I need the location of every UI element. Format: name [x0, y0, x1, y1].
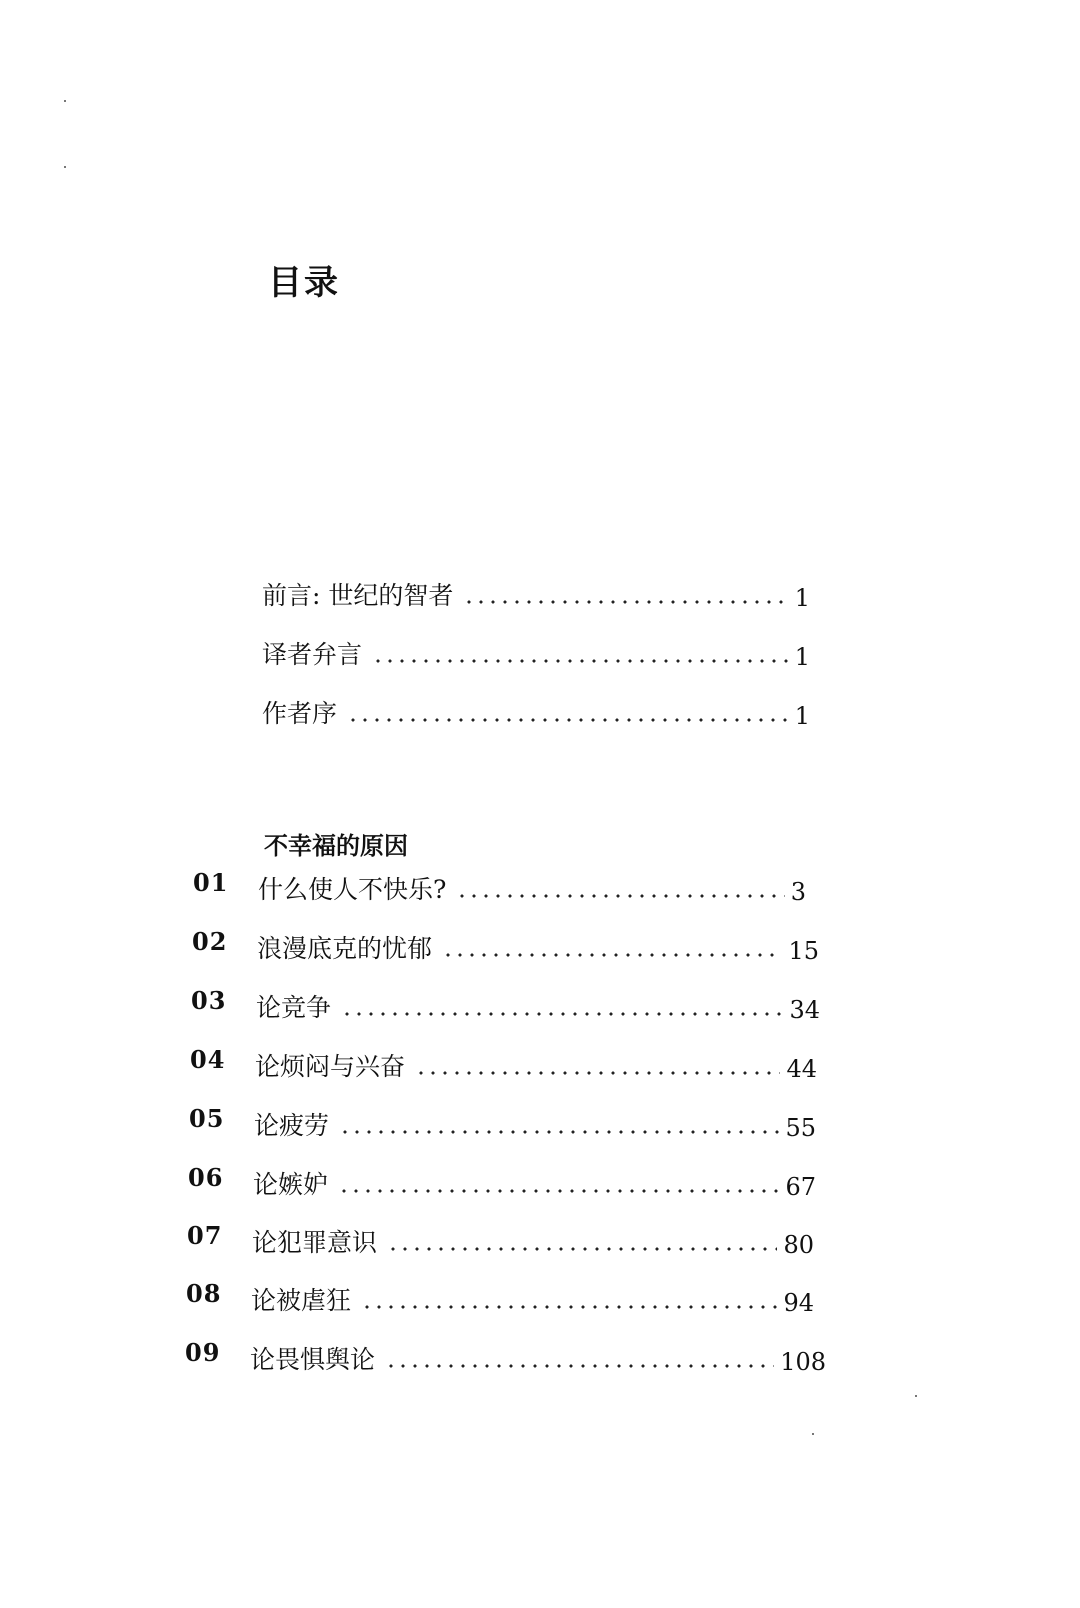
toc-entry-chapter[interactable]: [250, 1336, 826, 1376]
chapter-number: 08: [186, 1279, 222, 1308]
toc-entry-title: 译者弁言: [262, 640, 363, 669]
dot-leader: [415, 1071, 780, 1075]
dot-leader: [385, 1364, 774, 1368]
dot-leader: [463, 600, 788, 604]
toc-entry-title: 论犯罪意识: [252, 1228, 378, 1257]
toc-entry-title: 什么使人不快乐?: [258, 875, 447, 904]
toc-entry-page: 108: [780, 1348, 826, 1376]
toc-entry-title: 前言: 世纪的智者: [262, 581, 454, 610]
toc-entry-chapter[interactable]: [251, 1277, 814, 1317]
section-heading: 不幸福的原因: [264, 832, 408, 860]
toc-entry-chapter[interactable]: [254, 1102, 816, 1142]
toc-entry-chapter[interactable]: [257, 925, 819, 965]
toc-entry-page: 44: [786, 1055, 817, 1083]
chapter-number: 07: [187, 1221, 223, 1250]
toc-entry-chapter[interactable]: [253, 1161, 816, 1201]
dot-leader: [361, 1305, 777, 1309]
toc-entry-chapter[interactable]: [252, 1219, 814, 1259]
toc-entry-title: 作者序: [262, 699, 338, 728]
toc-entry-title: 论烦闷与兴奋: [255, 1052, 406, 1081]
toc-entry-preface[interactable]: [262, 572, 810, 612]
toc-entry-page: 67: [785, 1173, 816, 1201]
toc-entry-title: 论被虐狂: [251, 1286, 352, 1315]
dot-leader: [339, 1130, 779, 1134]
toc-entry-page: 3: [790, 878, 806, 906]
toc-entry-translator-note[interactable]: [262, 631, 810, 671]
chapter-number: 09: [185, 1338, 221, 1367]
toc-entry-page: 94: [783, 1289, 814, 1317]
chapter-number: 03: [191, 986, 227, 1015]
chapter-number: 02: [192, 927, 228, 956]
dot-leader: [347, 718, 789, 722]
toc-entry-title: 论竞争: [256, 993, 332, 1022]
chapter-number: 01: [193, 868, 229, 897]
toc-entry-page: 80: [783, 1231, 814, 1259]
toc-entry-title: 论畏惧舆论: [250, 1345, 376, 1374]
toc-entry-title: 论疲劳: [254, 1111, 330, 1140]
toc-entry-page: 55: [785, 1114, 816, 1142]
toc-entry-page: 34: [789, 996, 820, 1024]
scan-speck: [812, 1433, 814, 1435]
toc-entry-chapter[interactable]: [255, 1043, 817, 1083]
toc-entry-page: 15: [788, 937, 819, 965]
dot-leader: [387, 1247, 777, 1251]
chapter-number: 04: [190, 1045, 226, 1074]
toc-entry-page: 1: [794, 584, 810, 612]
dot-leader: [338, 1189, 779, 1193]
toc-entry-title: 论嫉妒: [253, 1170, 329, 1199]
dot-leader: [456, 894, 784, 898]
scan-speck: [64, 100, 66, 102]
scan-speck: [915, 1395, 917, 1397]
page-title: 目录: [268, 263, 340, 303]
dot-leader: [372, 659, 789, 663]
toc-entry-chapter[interactable]: [256, 984, 820, 1024]
toc-entry-title: 浪漫底克的忧郁: [257, 934, 433, 963]
toc-entry-page: 1: [794, 702, 810, 730]
toc-entry-page: 1: [794, 643, 810, 671]
chapter-number: 05: [189, 1104, 225, 1133]
scan-speck: [64, 166, 66, 168]
chapter-number: 06: [188, 1163, 224, 1192]
toc-entry-author-preface[interactable]: [262, 690, 810, 730]
toc-entry-chapter[interactable]: [258, 866, 806, 906]
dot-leader: [341, 1012, 783, 1016]
dot-leader: [442, 953, 782, 957]
